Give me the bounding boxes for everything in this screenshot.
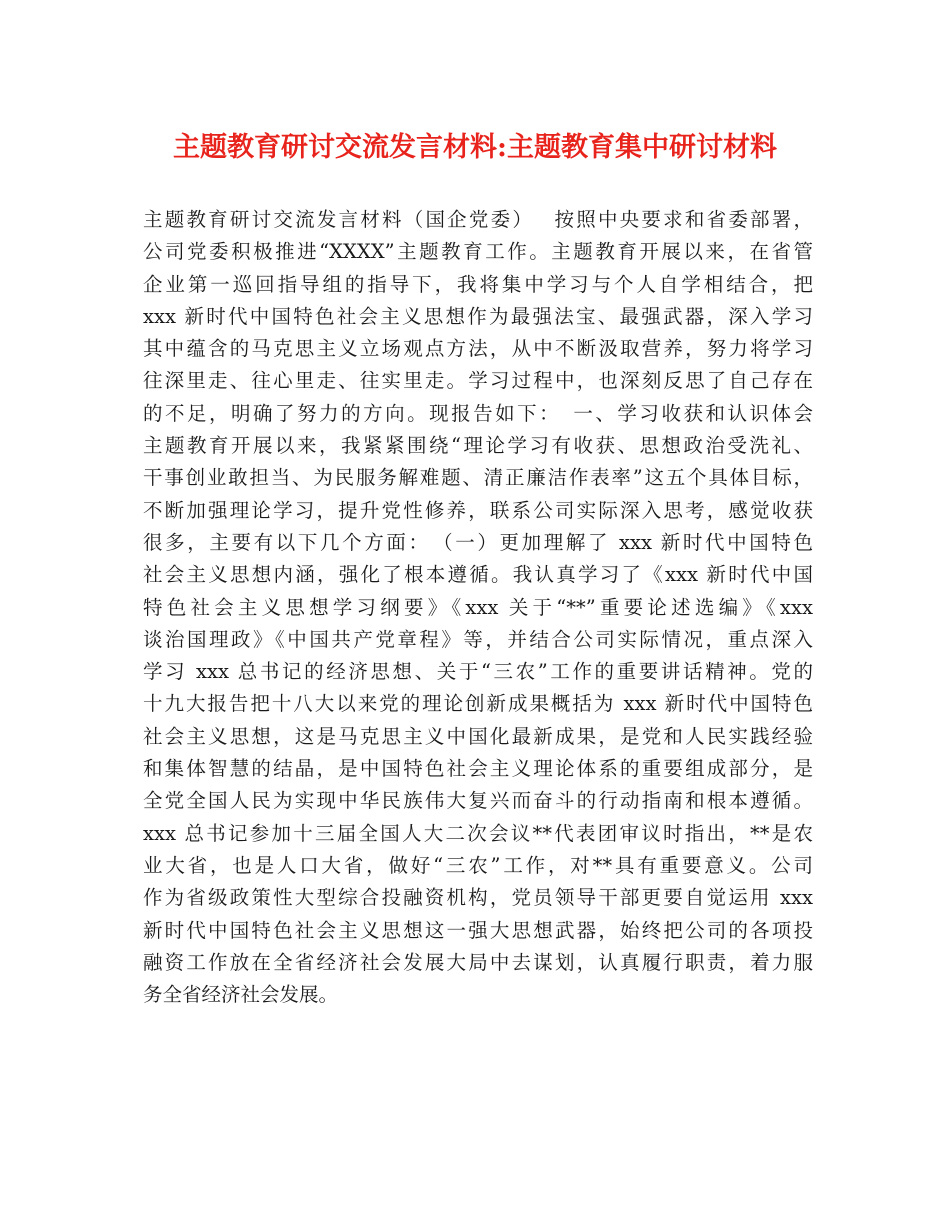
body-line: 谈治国理政》《中国共产党章程》等，并结合公司实际情况，重点深入	[143, 627, 813, 651]
body-line: 往深里走、往心里走、往实里走。学习过程中，也深刻反思了自己存在	[143, 369, 813, 393]
body-line: 和集体智慧的结晶，是中国特色社会主义理论体系的重要组成部分，是	[143, 757, 813, 781]
body-line: 务全省经济社会发展。	[143, 983, 339, 1007]
body-line: xxx 总书记参加十三届全国人大二次会议**代表团审议时指出，**是农	[143, 821, 813, 845]
document-body	[143, 204, 813, 1011]
body-line: 特色社会主义思想学习纲要》《xxx 关于“**”重要论述选编》《xxx	[143, 595, 813, 619]
body-line: 主题教育开展以来，我紧紧围绕“理论学习有收获、思想政治受洗礼、	[143, 434, 813, 458]
document-title: 主题教育研讨交流发言材料:主题教育集中研讨材料	[173, 132, 777, 163]
body-line: 企业第一巡回指导组的指导下，我将集中学习与个人自学相结合，把	[143, 272, 813, 296]
body-line: 很多，主要有以下几个方面： （一）更加理解了 xxx 新时代中国特色	[143, 530, 813, 554]
body-line: 社会主义思想，这是马克思主义中国化最新成果，是党和人民实践经验	[143, 724, 813, 748]
body-line: 公司党委积极推进“XXXX”主题教育工作。主题教育开展以来，在省管	[143, 240, 813, 264]
body-line: 社会主义思想内涵，强化了根本遵循。我认真学习了《xxx 新时代中国	[143, 563, 813, 587]
body-line: 不断加强理论学习，提升党性修养，联系公司实际深入思考，感觉收获	[143, 498, 813, 522]
body-line: 全党全国人民为实现中华民族伟大复兴而奋斗的行动指南和根本遵循。	[143, 789, 813, 813]
body-line: 作为省级政策性大型综合投融资机构，党员领导干部更要自觉运用 xxx	[143, 886, 813, 910]
body-line: 学习 xxx 总书记的经济思想、关于“三农”工作的重要讲话精神。党的	[143, 660, 813, 684]
body-line: 干事创业敢担当、为民服务解难题、清正廉洁作表率”这五个具体目标，	[143, 466, 813, 490]
body-line: 融资工作放在全省经济社会发展大局中去谋划，认真履行职责，着力服	[143, 950, 813, 974]
body-line: 业大省，也是人口大省，做好“三农”工作，对**具有重要意义。公司	[143, 853, 813, 877]
body-line: 十九大报告把十八大以来党的理论创新成果概括为 xxx 新时代中国特色	[143, 692, 813, 716]
body-line: 主题教育研讨交流发言材料（国企党委） 按照中央要求和省委部署，	[143, 208, 813, 231]
body-line: 新时代中国特色社会主义思想这一强大思想武器，始终把公司的各项投	[143, 918, 813, 942]
body-line: 其中蕴含的马克思主义立场观点方法，从中不断汲取营养，努力将学习	[143, 337, 813, 361]
body-line: 的不足，明确了努力的方向。现报告如下： 一、学习收获和认识体会	[143, 401, 813, 425]
body-line: xxx 新时代中国特色社会主义思想作为最强法宝、最强武器，深入学习	[143, 304, 813, 328]
